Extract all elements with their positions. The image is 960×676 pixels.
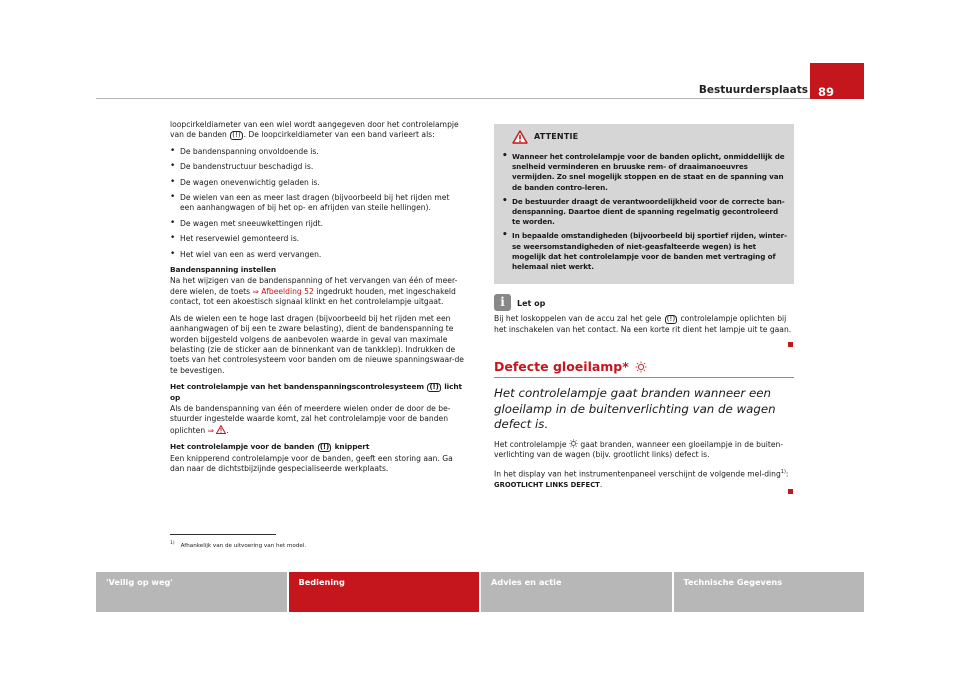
section-paragraph-2 — [494, 467, 794, 490]
tab-technische-gegevens[interactable]: Technische Gegevens — [674, 572, 865, 612]
header-rule — [96, 98, 864, 99]
heading-knippert-b: knippert — [334, 442, 370, 452]
tab-bediening[interactable]: Bediening — [289, 572, 480, 612]
page-header-title: Bestuurdersplaats — [698, 84, 808, 96]
heading-licht-op-b: licht op — [170, 382, 462, 402]
section-p1-a: Het controlelampje — [494, 439, 567, 449]
footnote — [170, 541, 306, 549]
section-title — [494, 358, 794, 378]
tyre-warning-icon: (!) — [319, 443, 330, 452]
warning-triangle-icon — [216, 425, 226, 434]
warning-item: • In bepaalde omstandigheden (bijvoorbeeld bij sportief rijden, winter-se weersomstandigheden of niet-geasfalteerde wegen) is het mogelijk dat het controlelampje voor de banden met vertraging of helemaal niet werkt. — [502, 231, 788, 272]
instellen-text-b: ingedrukt houden, met ingeschakeld contact, tot een akoestisch signaal klinkt en het controlelampje uitgaat. — [170, 286, 456, 307]
intro-paragraph — [170, 120, 466, 141]
bulb-icon — [635, 361, 647, 373]
figure-link[interactable]: ⇒ Afbeelding 52 — [252, 286, 314, 296]
display-message: GROOTLICHT LINKS DEFECT — [494, 480, 600, 489]
bulb-icon — [569, 439, 578, 448]
note-header — [494, 294, 794, 311]
note-title: Let op — [517, 298, 546, 308]
section-p2-end: . — [599, 479, 603, 489]
tyre-warning-icon: (!) — [666, 315, 676, 324]
paragraph-belasting: Als de wielen een te hoge last dragen (bijvoorbeeld bij het rijden met een aanhangwagen of bij een te zware belasting), dient de bandenspanning te worden bijgesteld volgens de aanbevolen waarde in geval van maximale belasting (zie de sticker aan de binnenkant van de tankklep). Indrukken de toets van het controlesysteem voor banden om de nieuwe spanningswaar-de te bevestigen. — [170, 313, 464, 375]
list-item: • De bandenstructuur beschadigd is. — [170, 162, 466, 172]
list-item: • De bandenspanning onvoldoende is. — [170, 147, 466, 157]
warning-item: • Wanneer het controlelampje voor de banden oplicht, onmiddellijk de snelheid verminderen en bruuske rem- of draaimanoeuvres vermijden. Zo snel mogelijk stoppen en de staat en de spanning van de banden contro-leren. — [502, 152, 788, 193]
warning-item: • De bestuurder draagt de verantwoordelijkheid voor de correcte ban-denspanning. Daartoe dient de spanning regelmatig gecontroleerd te worden. — [502, 197, 788, 228]
note-text — [494, 314, 794, 335]
heading-licht-op-a: Het controlelampje van het bandenspanningscontrolesysteem — [170, 382, 424, 392]
tab-veilig-op-weg[interactable]: 'Veilig op weg' — [96, 572, 287, 612]
section-paragraph-1 — [494, 439, 794, 461]
end-marker — [788, 489, 793, 494]
list-item: • Het reservewiel gemonteerd is. — [170, 234, 466, 244]
heading-bandenspanning-instellen: Bandenspanning instellen — [170, 265, 276, 275]
paragraph-instellen — [170, 276, 466, 307]
section-p2-a: In het display van het instrumentenpaneel verschijnt de volgende mel-ding — [494, 469, 781, 479]
warning-header — [502, 130, 788, 144]
paragraph-knippert: Een knipperend controlelampje voor de banden, geeft een storing aan. Ga dan naar de dichtstbijzijnde gespecialiseerde werkplaats. — [170, 453, 453, 473]
tyre-warning-icon: (!) — [429, 383, 439, 392]
heading-licht-op — [170, 382, 466, 403]
section-subtitle: Het controlelampje gaat branden wanneer een gloeilamp in de buitenverlichting van de wagen defect is. — [494, 386, 776, 432]
info-icon: i — [494, 294, 511, 311]
right-column — [494, 124, 794, 496]
licht-op-text: Als de bandenspanning van één of meerdere wielen onder de door de be-stuurder ingestelde waarde komt, zal het controlelampje voor de banden oplichten — [170, 403, 451, 435]
warning-title: ATTENTIE — [534, 131, 579, 141]
warning-box — [494, 124, 794, 284]
heading-knippert — [170, 442, 466, 452]
tab-advies-en-actie[interactable]: Advies en actie — [481, 572, 672, 612]
paragraph-licht-op: Als de bandenspanning van één of meerdere wielen onder de door de be-stuurder ingestelde waarde komt, zal het controlelampje voor de banden oplichten ⇒ . — [170, 403, 451, 435]
section-p2-colon: : — [785, 469, 789, 479]
end-marker — [788, 342, 793, 347]
list-item: • De wielen van een as meer last dragen (bijvoorbeeld bij het rijden met een aanhangwagen of bij het op- en afrijden van steile hellingen). — [170, 193, 466, 214]
warning-link-arrow: ⇒ — [207, 425, 214, 435]
tyre-warning-icon: (!) — [232, 131, 241, 140]
footnote-marker: 1) — [170, 541, 175, 546]
footer-nav — [96, 572, 864, 612]
page-number: 89 — [810, 63, 864, 99]
warning-link[interactable] — [208, 426, 227, 435]
footnote-rule — [170, 534, 276, 535]
intro-text-a: loopcirkeldiameter van een wiel wordt aangegeven door het controlelampje van de banden — [170, 120, 459, 140]
list-item: • De wagen met sneeuwkettingen rijdt. — [170, 219, 466, 229]
note-text-a: Bij het loskoppelen van de accu zal het gele — [494, 314, 662, 324]
instellen-text-a: Na het wijzigen van de bandenspanning of het vervangen van één of meer-dere wielen, de toets — [170, 276, 458, 296]
footnote-ref: 1) — [780, 468, 786, 475]
note-text-b: controlelampje oplichten bij het inschakelen van het contact. Na een korte rit dient het lampje uit te gaan. — [494, 314, 792, 334]
section-p1-b: gaat branden, wanneer een gloeilampje in de buiten-verlichting van de wagen (bijv. grootlicht links) defect is. — [494, 439, 784, 460]
heading-knippert-a: Het controlelampje voor de banden — [170, 442, 315, 452]
section-title-text: Defecte gloeilamp* — [494, 358, 629, 374]
list-item: • Het wiel van een as werd vervangen. — [170, 250, 466, 260]
footnote-text: Afhankelijk van de uitvoering van het model. — [180, 542, 307, 549]
list-item: • De wagen onevenwichtig geladen is. — [170, 178, 466, 188]
intro-text-b: . De loopcirkeldiameter van een band varieert als: — [243, 130, 435, 140]
left-column — [170, 120, 466, 480]
warning-triangle-icon — [512, 130, 528, 144]
